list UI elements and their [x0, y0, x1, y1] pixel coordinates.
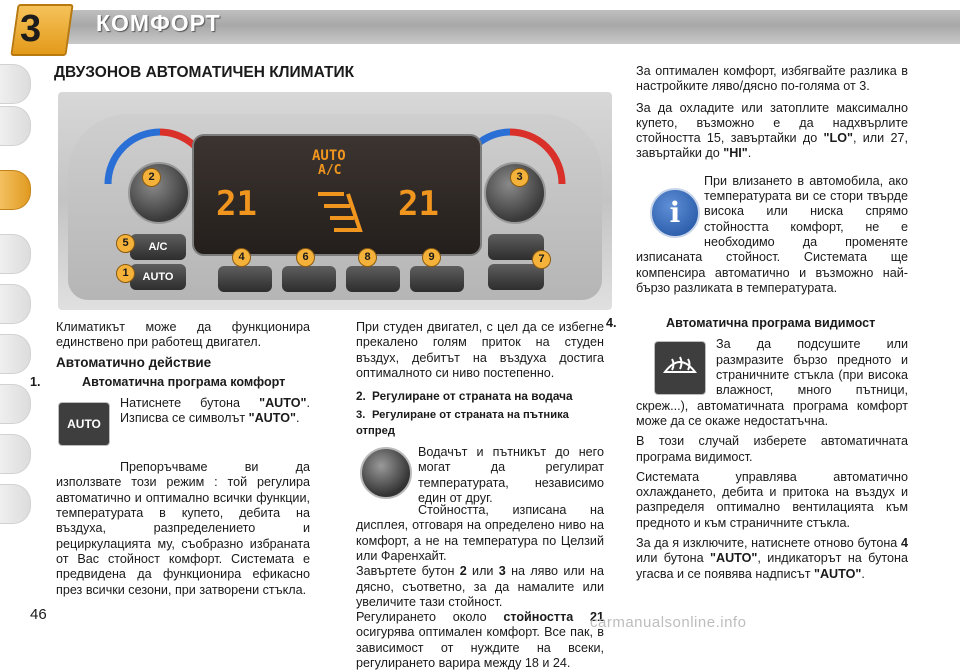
item1-number: 1. [30, 374, 41, 389]
item1-text-c: . [296, 411, 300, 426]
max-temp-a: За да охладите или затоплите максимално купето, възможно е да надхвърлите стойността 15, завъртайки до [636, 100, 908, 146]
turn-knob-b2: 2 [459, 564, 467, 579]
callout-6: 6 [296, 248, 315, 267]
chapter-tab[interactable] [0, 484, 31, 524]
page-number: 46 [30, 606, 47, 623]
callout-7: 7 [532, 250, 551, 269]
switch-off-b4: 4 [900, 536, 908, 551]
item3-number: 3. [356, 409, 366, 422]
lcd-display [192, 134, 482, 256]
select-visibility-text: В този случай изберете автоматичната програма видимост. [636, 434, 908, 464]
visibility-text-content: За да подсушите или размразите бързо предното и страничните стъкла (при висока влажност, много пътници, скреж...), автоматичната програма комфорт може да се окаже недостатъчна. [636, 337, 908, 428]
item1-title: Автоматична програма комфорт [82, 374, 286, 389]
callout-1: 1 [116, 264, 135, 283]
chapter-tab-active[interactable] [0, 170, 31, 210]
turn-knob-text [356, 564, 604, 610]
item4-block [636, 337, 908, 429]
max-temp-b: , или 27, завъртайки до [636, 131, 908, 161]
switch-off-auto: "AUTO" [710, 551, 758, 566]
left-column [30, 320, 310, 598]
optimum-b: осигурява оптимален комфорт. Все пак, в зависимост от нуждите на всеки, регулирането варира между 18 и 24. [356, 625, 604, 671]
chapter-tab[interactable] [0, 334, 31, 374]
rear-demist-button[interactable] [410, 266, 464, 292]
item1-auto-2: "AUTO" [248, 411, 296, 426]
system-manages-text: Системата управлява автоматично охлаждането, дебита и притока на въздух и разпределя оптимално вентилацията към предното и към страничните стъкла. [636, 469, 908, 530]
callout-3: 3 [510, 168, 529, 187]
max-temp-hi: "HI" [723, 146, 748, 161]
turn-knob-a: Завъртете бутон [356, 564, 460, 579]
chapter-tab[interactable] [0, 284, 31, 324]
item1-heading [30, 374, 310, 390]
item4-heading [606, 316, 908, 331]
callout-2: 2 [142, 168, 161, 187]
chapter-tab[interactable] [0, 64, 31, 104]
callout-9: 9 [422, 248, 441, 267]
item1-text-a: Натиснете бутона [120, 396, 260, 411]
item2-number: 2. [356, 389, 366, 404]
turn-knob-c: на ляво или на дясно, съответно, за да намалите или увеличите тази стойност. [356, 564, 605, 609]
auto-button[interactable]: AUTO [130, 264, 186, 290]
lcd-ac: A/C [318, 163, 342, 178]
item23-block [356, 445, 604, 503]
fan-speed-down-button[interactable] [488, 264, 544, 290]
optimum-value-text [356, 610, 604, 671]
temp-knob-icon [360, 447, 412, 499]
max-temp-lo: "LO" [823, 131, 853, 146]
difference-text: За оптимален комфорт, избягвайте разлика в настройките ляво/дясно по-голяма от 3. [636, 64, 908, 94]
item1-text-b: . Изписва се символът [120, 396, 310, 426]
switch-off-d: . [861, 566, 865, 581]
page-header [0, 0, 960, 58]
item2-heading [356, 389, 604, 404]
watermark: carmanualsonline.info [590, 614, 747, 631]
item1-text [120, 396, 310, 427]
item3-title: Регулиране от страната на пътника отпред [356, 409, 569, 437]
item4-title: Автоматична програма видимост [666, 316, 876, 331]
comfort-level-text: Стойността, изписана на дисплея, отговаря на определено ниво на комфорт, а не на температура по Целзий или Фаренхайт. [356, 503, 604, 563]
windscreen-demist-button[interactable] [218, 266, 272, 292]
switch-off-auto2: "AUTO" [813, 566, 862, 581]
item1-recommend-text: Препоръчваме ви да използвате този режим : той регулира автоматично и оптимално всички функции, температурата в купето, дебита на въздуха, разпределението и рециркулацията му, съобразно избраната от Вас стойност комфорт. Системата е предвидена да функционира ефикасно през всички сезони, при затворени стъкла. [56, 460, 310, 597]
item4-number: 4. [606, 316, 617, 331]
independent-temp-text: Водачът и пътникът до него могат да регулират температурата, независимо един от друг. [418, 445, 604, 505]
info-icon: i [650, 188, 700, 238]
switch-off-c: , индикаторът на бутона угасва и се появява надписът [636, 551, 908, 581]
max-temp-c: . [747, 146, 752, 161]
windscreen-demist-icon [655, 342, 705, 394]
ac-button[interactable]: A/C [130, 234, 186, 260]
turn-knob-or: или [466, 564, 499, 579]
section-title: ДВУЗОНОВ АВТОМАТИЧЕН КЛИМАТИК [54, 64, 355, 81]
optimum-a: Регулирането около [356, 610, 504, 625]
item1-auto-1: "AUTO" [259, 396, 307, 411]
switch-off-b: или бутона [636, 551, 710, 566]
auto-button-icon [58, 402, 110, 446]
callout-4: 4 [232, 248, 251, 267]
callout-5: 5 [116, 234, 135, 253]
optimum-value: стойността 21 [503, 610, 604, 625]
demist-button-icon [654, 341, 706, 395]
chapter-number: 3 [20, 8, 42, 50]
recirculation-button[interactable] [346, 266, 400, 292]
lcd-auto: AUTO [312, 148, 346, 164]
switch-off-a: За да я изключите, натиснете отново бутона [636, 536, 901, 551]
air-distribution-button[interactable] [282, 266, 336, 292]
info-block [636, 174, 908, 296]
seat-airflow-icon [304, 186, 370, 236]
chapter-tab[interactable] [0, 434, 31, 474]
cold-engine-text: При студен двигател, с цел да се избегне прекалено голям приток на студен въздух, дебитът на въздуха достига оптималното си ниво постепенно. [356, 320, 604, 380]
climate-panel-image [58, 92, 612, 310]
right-column [606, 64, 908, 582]
item1-block [56, 396, 310, 456]
item3-heading [356, 408, 604, 439]
info-text-content: При влизането в автомобила, ако температурата ви се стори твърде висока или ниска спрямо стойността комфорт, не е необходимо да променяте изписаната стойност. Системата ще компенсира автоматично и възможно най-бързо разликата в температурата. [636, 173, 908, 295]
callout-8: 8 [358, 248, 377, 267]
switch-off-text [636, 536, 908, 582]
intro-text: Климатикът може да функционира единствено при работещ двигател. [56, 320, 310, 350]
max-temp-text [636, 101, 908, 162]
middle-column [356, 320, 604, 671]
auto-heading: Автоматично действие [56, 354, 212, 370]
chapter-title: КОМФОРТ [96, 10, 221, 36]
auto-icon-label: AUTO [67, 417, 101, 432]
item2-title: Регулиране от страната на водача [372, 389, 573, 404]
chapter-tab[interactable] [0, 384, 31, 424]
chapter-tab[interactable] [0, 234, 31, 274]
turn-knob-b3: 3 [498, 564, 506, 579]
chapter-tabs [0, 64, 40, 564]
lcd-temp-right: 21 [398, 184, 439, 224]
lcd-temp-left: 21 [216, 184, 257, 224]
climate-panel [68, 114, 602, 300]
chapter-tab[interactable] [0, 106, 31, 146]
